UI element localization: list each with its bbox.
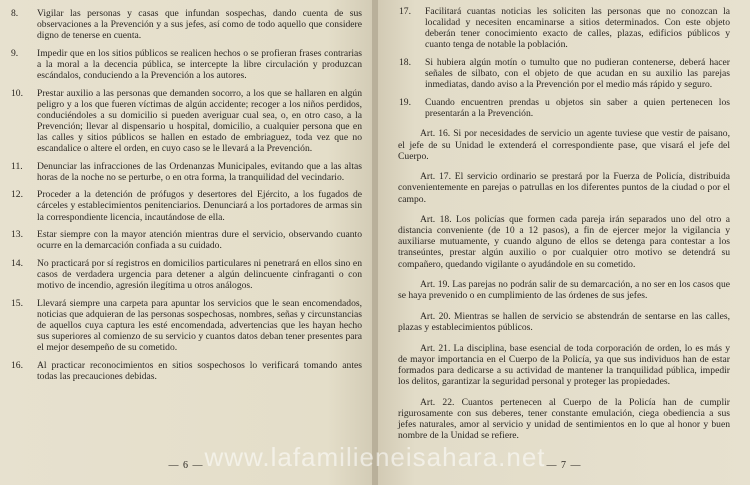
item-number: 10. [11,87,23,99]
list-item [10,48,362,81]
page-number: — 6 — [168,460,204,471]
article-paragraph: Art. 22. Cuantos pertenecen al Cuerpo de la Policía han de cumplir rigurosamente con sus deberes, tener constante emulación, ciega obediencia a sus jefes naturales, amor al servicio y unidad de sentimientos en lo que al honor y buen nombre de la Unidad se refiere. [398,396,730,442]
site-watermark: www.lafamilieneisahara.net [204,442,546,472]
item-number: 14. [11,257,23,269]
list-item [10,8,362,41]
item-number: 8. [11,8,19,19]
item-number: 17. [399,6,411,17]
item-text: Impedir que en los sitios públicos se realicen hechos o se profieran frases contrarias a la moral a la decencia pública, se intercepte la libre circulación y produzcan escándalos, conduciendo a la Prevención a los autores. [37,47,362,81]
list-item [10,298,362,353]
item-text: Denunciar las infracciones de las Ordenanzas Municipales, evitando que a las altas horas de la noche no se perturbe, o en otra forma, la tranquilidad del vecindario. [37,160,362,183]
right-page-content [398,6,730,448]
list-item [10,161,362,183]
item-number: 9. [11,47,19,59]
item-text: Llevará siempre una carpeta para apuntar los servicios que le sean encomendados, noticias que adquieran de las personas sospechosas, nombres, señas y circunstancias de aquellos cuya captura les esté encomendada, advertencias que les hayan hecho sus superiores al comienzo de su servicio y cuantos datos deban tener presentes para el mejor desempeño de su cometido. [37,297,362,353]
left-page-content [10,8,362,388]
item-text: Prestar auxilio a las personas que demanden socorro, a los que se hallaren en algún peligro y a los que fueren víctimas de algún accidente; recoger a los niños perdidos, conduciéndoles a su domicilio si pueden averiguar cual sea, o, en otro caso, a la Prevención; llevar al dispensario u hospital, domicilio, a cualquier persona que en las calles y sitios públicos se hallen en estado de embriaguez, toda vez que no escandalice o altere el orden, en cuyo caso se le llevará a la Prevención. [37,87,362,155]
page-number: — 7 — [546,460,582,471]
list-item [398,57,730,90]
item-text: Estar siempre con la mayor atención mientras dure el servicio, observando cuanto ocurre en la demarcación confiada a su cuidado. [37,229,362,252]
article-paragraph: Art. 17. El servicio ordinario se prestará por la Fuerza de Policía, distribuida convenientemente en parejas o patrullas en los diferentes puntos de la ciudad o por el campo. [398,171,730,205]
list-item [398,97,730,119]
item-number: 18. [399,56,411,68]
item-number: 11. [11,160,23,172]
item-number: 15. [11,297,23,309]
item-text: Proceder a la detención de prófugos y desertores del Ejército, a los fugados de cárceles y establecimientos penitenciarios. Denunciará a los portadores de armas sin la correspondiente licencia, incautándose de ella. [37,189,362,223]
item-number: 19. [399,96,411,108]
item-text: Facilitará cuantas noticias les soliciten las personas que no conozcan la localidad y necesiten encaminarse a sitios determinados. Con este objeto deberán tener conocimiento exacto de calles, plazas, edificios públicos y cuanto tenga de notable la población. [425,6,730,51]
right-page [378,0,750,485]
item-text: Al practicar reconocimientos en sitios sospechosos lo verificará tomando antes todas las precauciones debidas. [37,359,362,382]
list-item [10,88,362,155]
article-paragraph: Art. 19. Las parejas no podrán salir de su demarcación, a no ser en los casos que se haya prevenido o en cumplimiento de las órdenes de sus jefes. [398,279,730,302]
item-text: Cuando encuentren prendas u objetos sin saber a quien pertenecen los presentarán a la Prevención. [425,96,730,119]
item-text: Vigilar las personas y casas que infundan sospechas, dando cuenta de sus observaciones a la Prevención y a sus jefes, así como de todo aquello que considere digno de tenerse en cuenta. [37,8,362,42]
left-page [0,0,372,485]
item-number: 12. [11,189,23,201]
list-item [10,189,362,222]
item-number: 13. [11,229,23,241]
item-text: No practicará por sí registros en domicilios particulares ni penetrará en ellos sino en casos de verdadera urgencia para detener a algún delincuente cinfraganti o con motivo de incendio, agresión ilegítima u otros análogos. [37,257,362,291]
article-paragraph: Art. 21. La disciplina, base esencial de toda corporación de orden, lo es más y de mayor importancia en el Cuerpo de la Policía, ya que sus individuos han de estar formados para dedicarse a su actividad de mantener la tranquilidad pública, impedir los delitos, garantizar la seguridad personal y proteger las propiedades. [398,342,730,388]
article-paragraph: Art. 18. Los policías que formen cada pareja irán separados uno del otro a distancia conveniente (de 10 a 12 pasos), a fin de ejercer mejor la vigilancia y auxiliarse mutuamente, y cuando alguno de ellos se detenga para contestar a los transeúntes, prestar algún auxilio o por cualquier otro motivo se detendrá su compañero, quedando vigilante o ayudándole en su cometido. [398,214,730,270]
list-item [10,229,362,251]
item-number: 16. [11,359,23,371]
list-item [398,6,730,50]
article-paragraph: Art. 16. Si por necesidades de servicio un agente tuviese que vestir de paisano, el jefe de su Unidad le extenderá el correspondiente pase, que visará el jefe del Cuerpo. [398,128,730,162]
article-paragraph: Art. 20. Mientras se hallen de servicio se abstendrán de sentarse en las calles, plazas y establecimientos públicos. [398,311,730,334]
list-item [10,258,362,291]
list-item [10,360,362,382]
item-text: Si hubiera algún motín o tumulto que no pudieran contenerse, deberá hacer señales de silbato, con el objeto de que acudan en su auxilio las parejas inmediatas, dando aviso a la Prevención por el medio más rápido y seguro. [425,56,730,91]
